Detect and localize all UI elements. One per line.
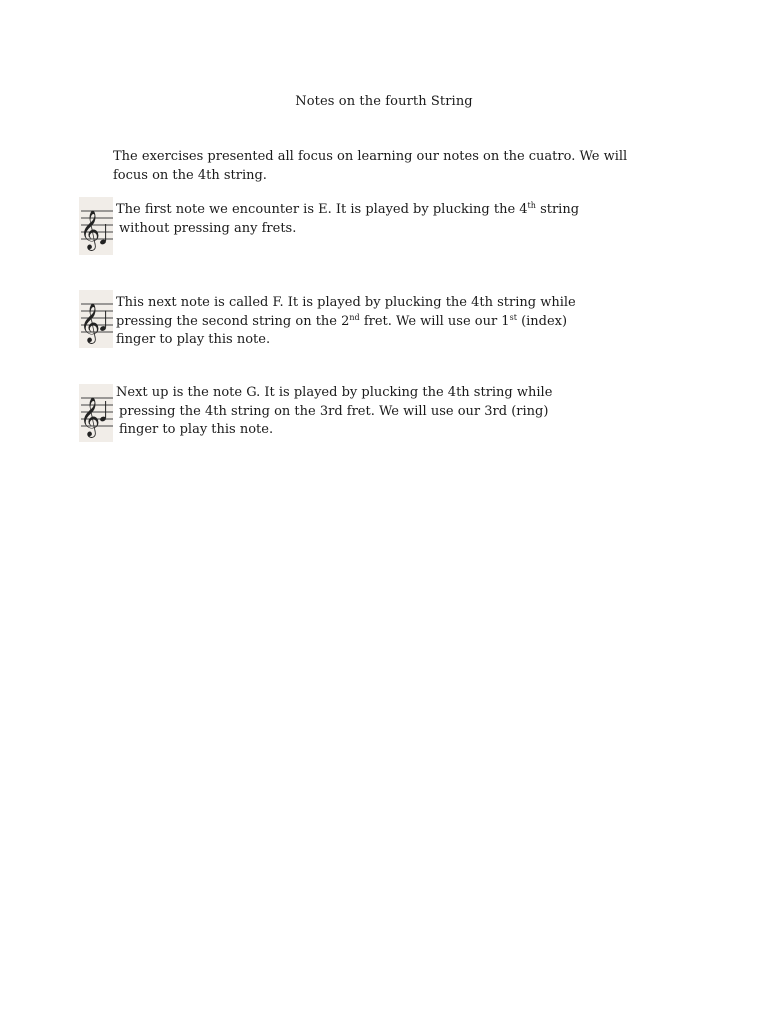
- svg-text:𝄞: 𝄞: [80, 397, 101, 437]
- note-f-text: This next note is called F. It is played by plucking the 4th string while pressing the second string on the 2nd fret. We will use our 1st (index) finger to play this note.: [116, 295, 576, 347]
- svg-text:𝄞: 𝄞: [80, 210, 101, 250]
- intro-paragraph: The exercises presented all focus on learning our notes on the cuatro. We will focus on the 4th string.: [113, 149, 628, 183]
- treble-clef-staff-e-icon: [79, 197, 113, 255]
- note-g-block: [79, 384, 639, 446]
- treble-clef-staff-g-icon: [79, 384, 113, 442]
- page-title: Notes on the fourth String: [295, 94, 473, 109]
- note-e-text: The first note we encounter is E. It is played by plucking the 4th string without pressing any frets.: [116, 201, 580, 236]
- note-f-block: [79, 290, 639, 352]
- treble-clef-staff-f-icon: [79, 290, 113, 348]
- svg-text:𝄞: 𝄞: [80, 303, 101, 343]
- note-g-text: Next up is the note G. It is played by plucking the 4th string while pressing the 4th string on the 3rd fret. We will use our 3rd (ring) finger to play this note.: [116, 385, 553, 437]
- note-e-block: [79, 197, 639, 259]
